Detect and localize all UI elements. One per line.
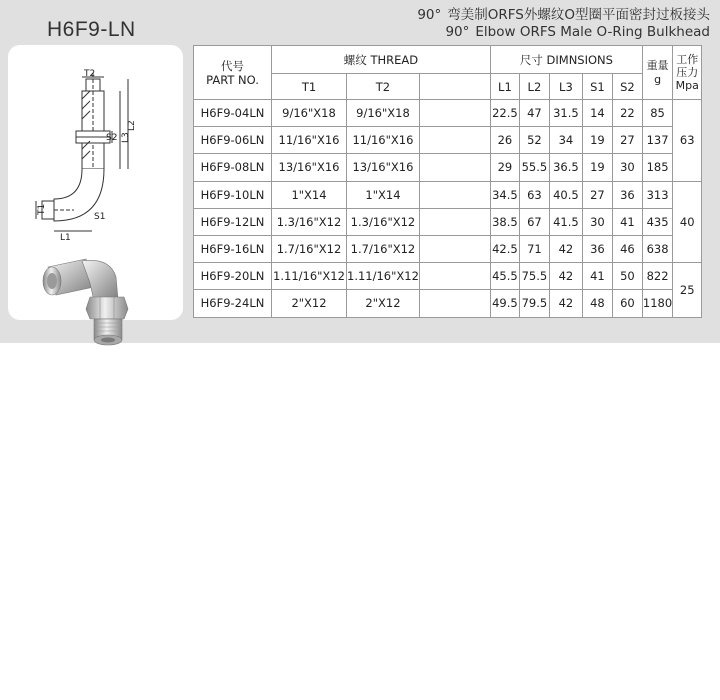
header-weight <box>642 46 672 100</box>
cell-l2: 79.5 <box>519 290 549 317</box>
cell-t2: 13/16"X16 <box>347 154 420 181</box>
cell-s1: 36 <box>582 235 612 262</box>
cell-empty <box>419 181 490 208</box>
table-row <box>194 181 702 208</box>
cell-s2: 46 <box>612 235 642 262</box>
cell-s2: 22 <box>612 100 642 127</box>
header-l2: L2 <box>519 74 549 100</box>
cell-s1: 30 <box>582 208 612 235</box>
cell-t2: 11/16"X16 <box>347 127 420 154</box>
header-t1: T1 <box>272 74 347 100</box>
angle-label: 90° <box>445 24 470 40</box>
product-image-panel <box>8 45 183 320</box>
cell-part: H6F9-10LN <box>194 181 272 208</box>
cell-l2: 52 <box>519 127 549 154</box>
cell-s1: 41 <box>582 263 612 290</box>
cell-l1: 42.5 <box>490 235 519 262</box>
cell-part: H6F9-12LN <box>194 208 272 235</box>
cell-pressure: 63 <box>673 100 702 182</box>
table-row <box>194 154 702 181</box>
cell-l2: 55.5 <box>519 154 549 181</box>
cell-empty <box>419 154 490 181</box>
angle-label: 90° <box>417 7 442 23</box>
cell-empty <box>419 100 490 127</box>
cell-weight: 85 <box>642 100 672 127</box>
cell-s1: 19 <box>582 127 612 154</box>
label-l2: L2 <box>127 120 137 131</box>
cell-s2: 30 <box>612 154 642 181</box>
cell-s1: 19 <box>582 154 612 181</box>
cell-pressure: 25 <box>673 263 702 317</box>
cell-s1: 48 <box>582 290 612 317</box>
cell-t2: 1.3/16"X12 <box>347 208 420 235</box>
cell-l1: 26 <box>490 127 519 154</box>
label-t1: T1 <box>37 203 47 215</box>
cell-s2: 41 <box>612 208 642 235</box>
cell-t2: 1.7/16"X12 <box>347 235 420 262</box>
table-row <box>194 100 702 127</box>
header-pressure-cn-2: 压力 <box>676 66 699 79</box>
label-s1: S1 <box>94 212 106 222</box>
cell-s2: 50 <box>612 263 642 290</box>
header-part-no-cn: 代号 <box>221 58 244 73</box>
label-l1: L1 <box>60 233 71 243</box>
cell-l3: 41.5 <box>549 208 582 235</box>
cell-s2: 60 <box>612 290 642 317</box>
cell-t1: 9/16"X18 <box>272 100 347 127</box>
table-row <box>194 127 702 154</box>
header-t2: T2 <box>347 74 420 100</box>
cell-weight: 185 <box>642 154 672 181</box>
cell-l1: 45.5 <box>490 263 519 290</box>
header-s2: S2 <box>612 74 642 100</box>
title-chinese: 弯美制ORFS外螺纹O型圈平面密封过板接头 <box>447 7 710 23</box>
cell-part: H6F9-08LN <box>194 154 272 181</box>
cell-part: H6F9-06LN <box>194 127 272 154</box>
cell-l3: 42 <box>549 235 582 262</box>
cell-pressure: 40 <box>673 181 702 263</box>
technical-drawing <box>34 69 154 249</box>
header-thread: 螺纹 THREAD <box>272 46 491 74</box>
cell-s2: 36 <box>612 181 642 208</box>
cell-weight: 638 <box>642 235 672 262</box>
header-l3: L3 <box>549 74 582 100</box>
cell-weight: 313 <box>642 181 672 208</box>
cell-empty <box>419 263 490 290</box>
spec-table <box>193 45 702 318</box>
cell-l2: 71 <box>519 235 549 262</box>
spec-table-wrapper <box>193 45 702 318</box>
title-line-chinese <box>417 7 710 24</box>
cell-t2: 1.11/16"X12 <box>347 263 420 290</box>
cell-t1: 2"X12 <box>272 290 347 317</box>
cell-l1: 49.5 <box>490 290 519 317</box>
cell-l1: 34.5 <box>490 181 519 208</box>
cell-s1: 14 <box>582 100 612 127</box>
cell-s2: 27 <box>612 127 642 154</box>
cell-weight: 822 <box>642 263 672 290</box>
cell-l3: 40.5 <box>549 181 582 208</box>
cell-l2: 67 <box>519 208 549 235</box>
label-l3: L3 <box>121 132 131 143</box>
header-part-no <box>194 46 272 100</box>
header-dimensions: 尺寸 DIMNSIONS <box>490 46 642 74</box>
header-pressure <box>673 46 702 100</box>
table-row <box>194 235 702 262</box>
cell-part: H6F9-24LN <box>194 290 272 317</box>
header-row-1 <box>194 46 702 74</box>
cell-part: H6F9-20LN <box>194 263 272 290</box>
header-empty <box>419 74 490 100</box>
cell-t1: 1.7/16"X12 <box>272 235 347 262</box>
cell-l3: 42 <box>549 290 582 317</box>
cell-weight: 435 <box>642 208 672 235</box>
cell-l3: 36.5 <box>549 154 582 181</box>
cell-empty <box>419 235 490 262</box>
table-row <box>194 263 702 290</box>
cell-l2: 63 <box>519 181 549 208</box>
header-s1: S1 <box>582 74 612 100</box>
product-photo <box>38 253 158 349</box>
cell-l1: 38.5 <box>490 208 519 235</box>
cell-t1: 1.3/16"X12 <box>272 208 347 235</box>
cell-empty <box>419 208 490 235</box>
cell-l1: 29 <box>490 154 519 181</box>
cell-l3: 31.5 <box>549 100 582 127</box>
cell-t2: 2"X12 <box>347 290 420 317</box>
header-weight-cn: 重量 <box>646 58 669 72</box>
table-row <box>194 290 702 317</box>
cell-l3: 42 <box>549 263 582 290</box>
cell-s1: 27 <box>582 181 612 208</box>
header-part-no-en: PART NO. <box>206 72 259 87</box>
product-title <box>417 7 710 41</box>
title-english: Elbow ORFS Male O-Ring Bulkhead <box>475 24 710 40</box>
cell-l2: 75.5 <box>519 263 549 290</box>
label-t2: T2 <box>84 69 96 79</box>
cell-part: H6F9-16LN <box>194 235 272 262</box>
label-s2: S2 <box>106 133 118 143</box>
cell-weight: 137 <box>642 127 672 154</box>
cell-l2: 47 <box>519 100 549 127</box>
model-title: H6F9-LN <box>47 18 136 41</box>
header-pressure-unit: Mpa <box>675 79 699 92</box>
cell-empty <box>419 127 490 154</box>
title-line-english <box>417 24 710 41</box>
header-pressure-cn-1: 工作 <box>676 53 699 66</box>
cell-t1: 13/16"X16 <box>272 154 347 181</box>
header-l1: L1 <box>490 74 519 100</box>
cell-l1: 22.5 <box>490 100 519 127</box>
cell-empty <box>419 290 490 317</box>
table-row <box>194 208 702 235</box>
cell-t2: 9/16"X18 <box>347 100 420 127</box>
cell-t1: 11/16"X16 <box>272 127 347 154</box>
cell-weight: 1180 <box>642 290 672 317</box>
header-weight-unit: g <box>654 72 662 86</box>
cell-t2: 1"X14 <box>347 181 420 208</box>
cell-t1: 1.11/16"X12 <box>272 263 347 290</box>
cell-l3: 34 <box>549 127 582 154</box>
cell-part: H6F9-04LN <box>194 100 272 127</box>
cell-t1: 1"X14 <box>272 181 347 208</box>
